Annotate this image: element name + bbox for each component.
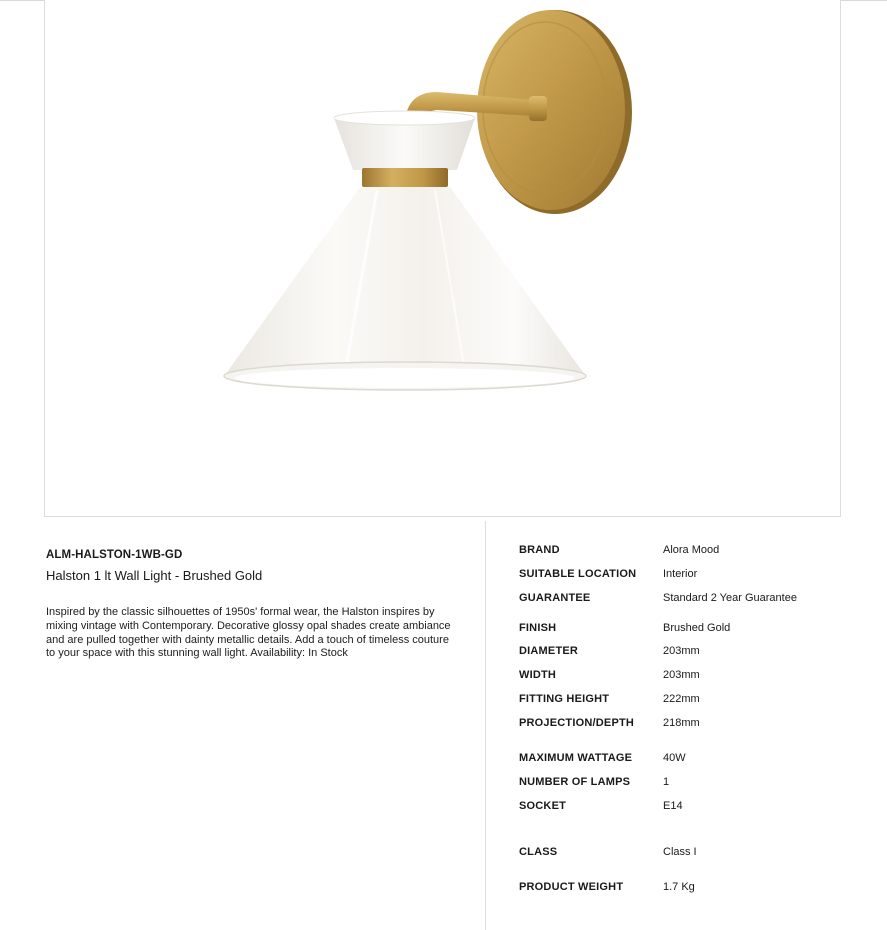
spec-label: SOCKET [519, 800, 567, 812]
spec-row-socket [519, 799, 869, 813]
spec-value: Alora Mood [663, 544, 720, 556]
spec-value: 203mm [663, 645, 700, 657]
spec-label: SUITABLE LOCATION [519, 568, 637, 580]
spec-label: MAXIMUM WATTAGE [519, 752, 633, 764]
spec-row-fitting-height [519, 692, 869, 706]
spec-row-number-of-lamps [519, 775, 869, 789]
product-sku: ALM-HALSTON-1WB-GD [46, 549, 183, 561]
spec-row-diameter [519, 644, 869, 658]
spec-value: 203mm [663, 669, 700, 681]
spec-label: BRAND [519, 544, 560, 556]
column-divider [485, 521, 486, 930]
spec-value: E14 [663, 800, 683, 812]
spec-row-product-weight [519, 880, 869, 894]
spec-value: Class I [663, 846, 697, 858]
spec-label: PRODUCT WEIGHT [519, 881, 624, 893]
spec-row-guarantee [519, 591, 869, 605]
spec-label: NUMBER OF LAMPS [519, 776, 631, 788]
spec-value: 1 [663, 776, 670, 788]
spec-row-projection-depth [519, 716, 869, 730]
product-image-frame [44, 0, 841, 517]
spec-value: 218mm [663, 717, 700, 729]
spec-row-class [519, 845, 869, 859]
spec-label: WIDTH [519, 669, 557, 681]
product-info [46, 548, 456, 661]
spec-label: FINISH [519, 622, 557, 634]
spec-row-width [519, 668, 869, 682]
spec-label: CLASS [519, 846, 558, 858]
spec-value: 222mm [663, 693, 700, 705]
spec-row-finish [519, 621, 869, 635]
spec-label: GUARANTEE [519, 592, 591, 604]
spec-value: 1.7 Kg [663, 881, 695, 893]
product-title: Halston 1 lt Wall Light - Brushed Gold [46, 568, 263, 583]
spec-value: 40W [663, 752, 686, 764]
wall-light-icon [45, 0, 842, 517]
spec-value: Interior [663, 568, 698, 580]
spec-value: Standard 2 Year Guarantee [663, 592, 797, 604]
spec-value: Brushed Gold [663, 622, 731, 634]
spec-row-maximum-wattage [519, 751, 869, 765]
spec-label: DIAMETER [519, 645, 579, 657]
spec-row-brand [519, 543, 869, 557]
spec-label: FITTING HEIGHT [519, 693, 610, 705]
product-description: Inspired by the classic silhouettes of 1950s' formal wear, the Halston inspires by mixing vintage with Contemporary. Decorative glossy opal shades create ambiance and are pulled together with dainty metallic details. Add a touch of timeless couture to your space with this stunning wall light. Availability: In Stock [46, 606, 451, 660]
spec-row-suitable-location [519, 567, 869, 581]
spec-label: PROJECTION/DEPTH [519, 717, 635, 729]
